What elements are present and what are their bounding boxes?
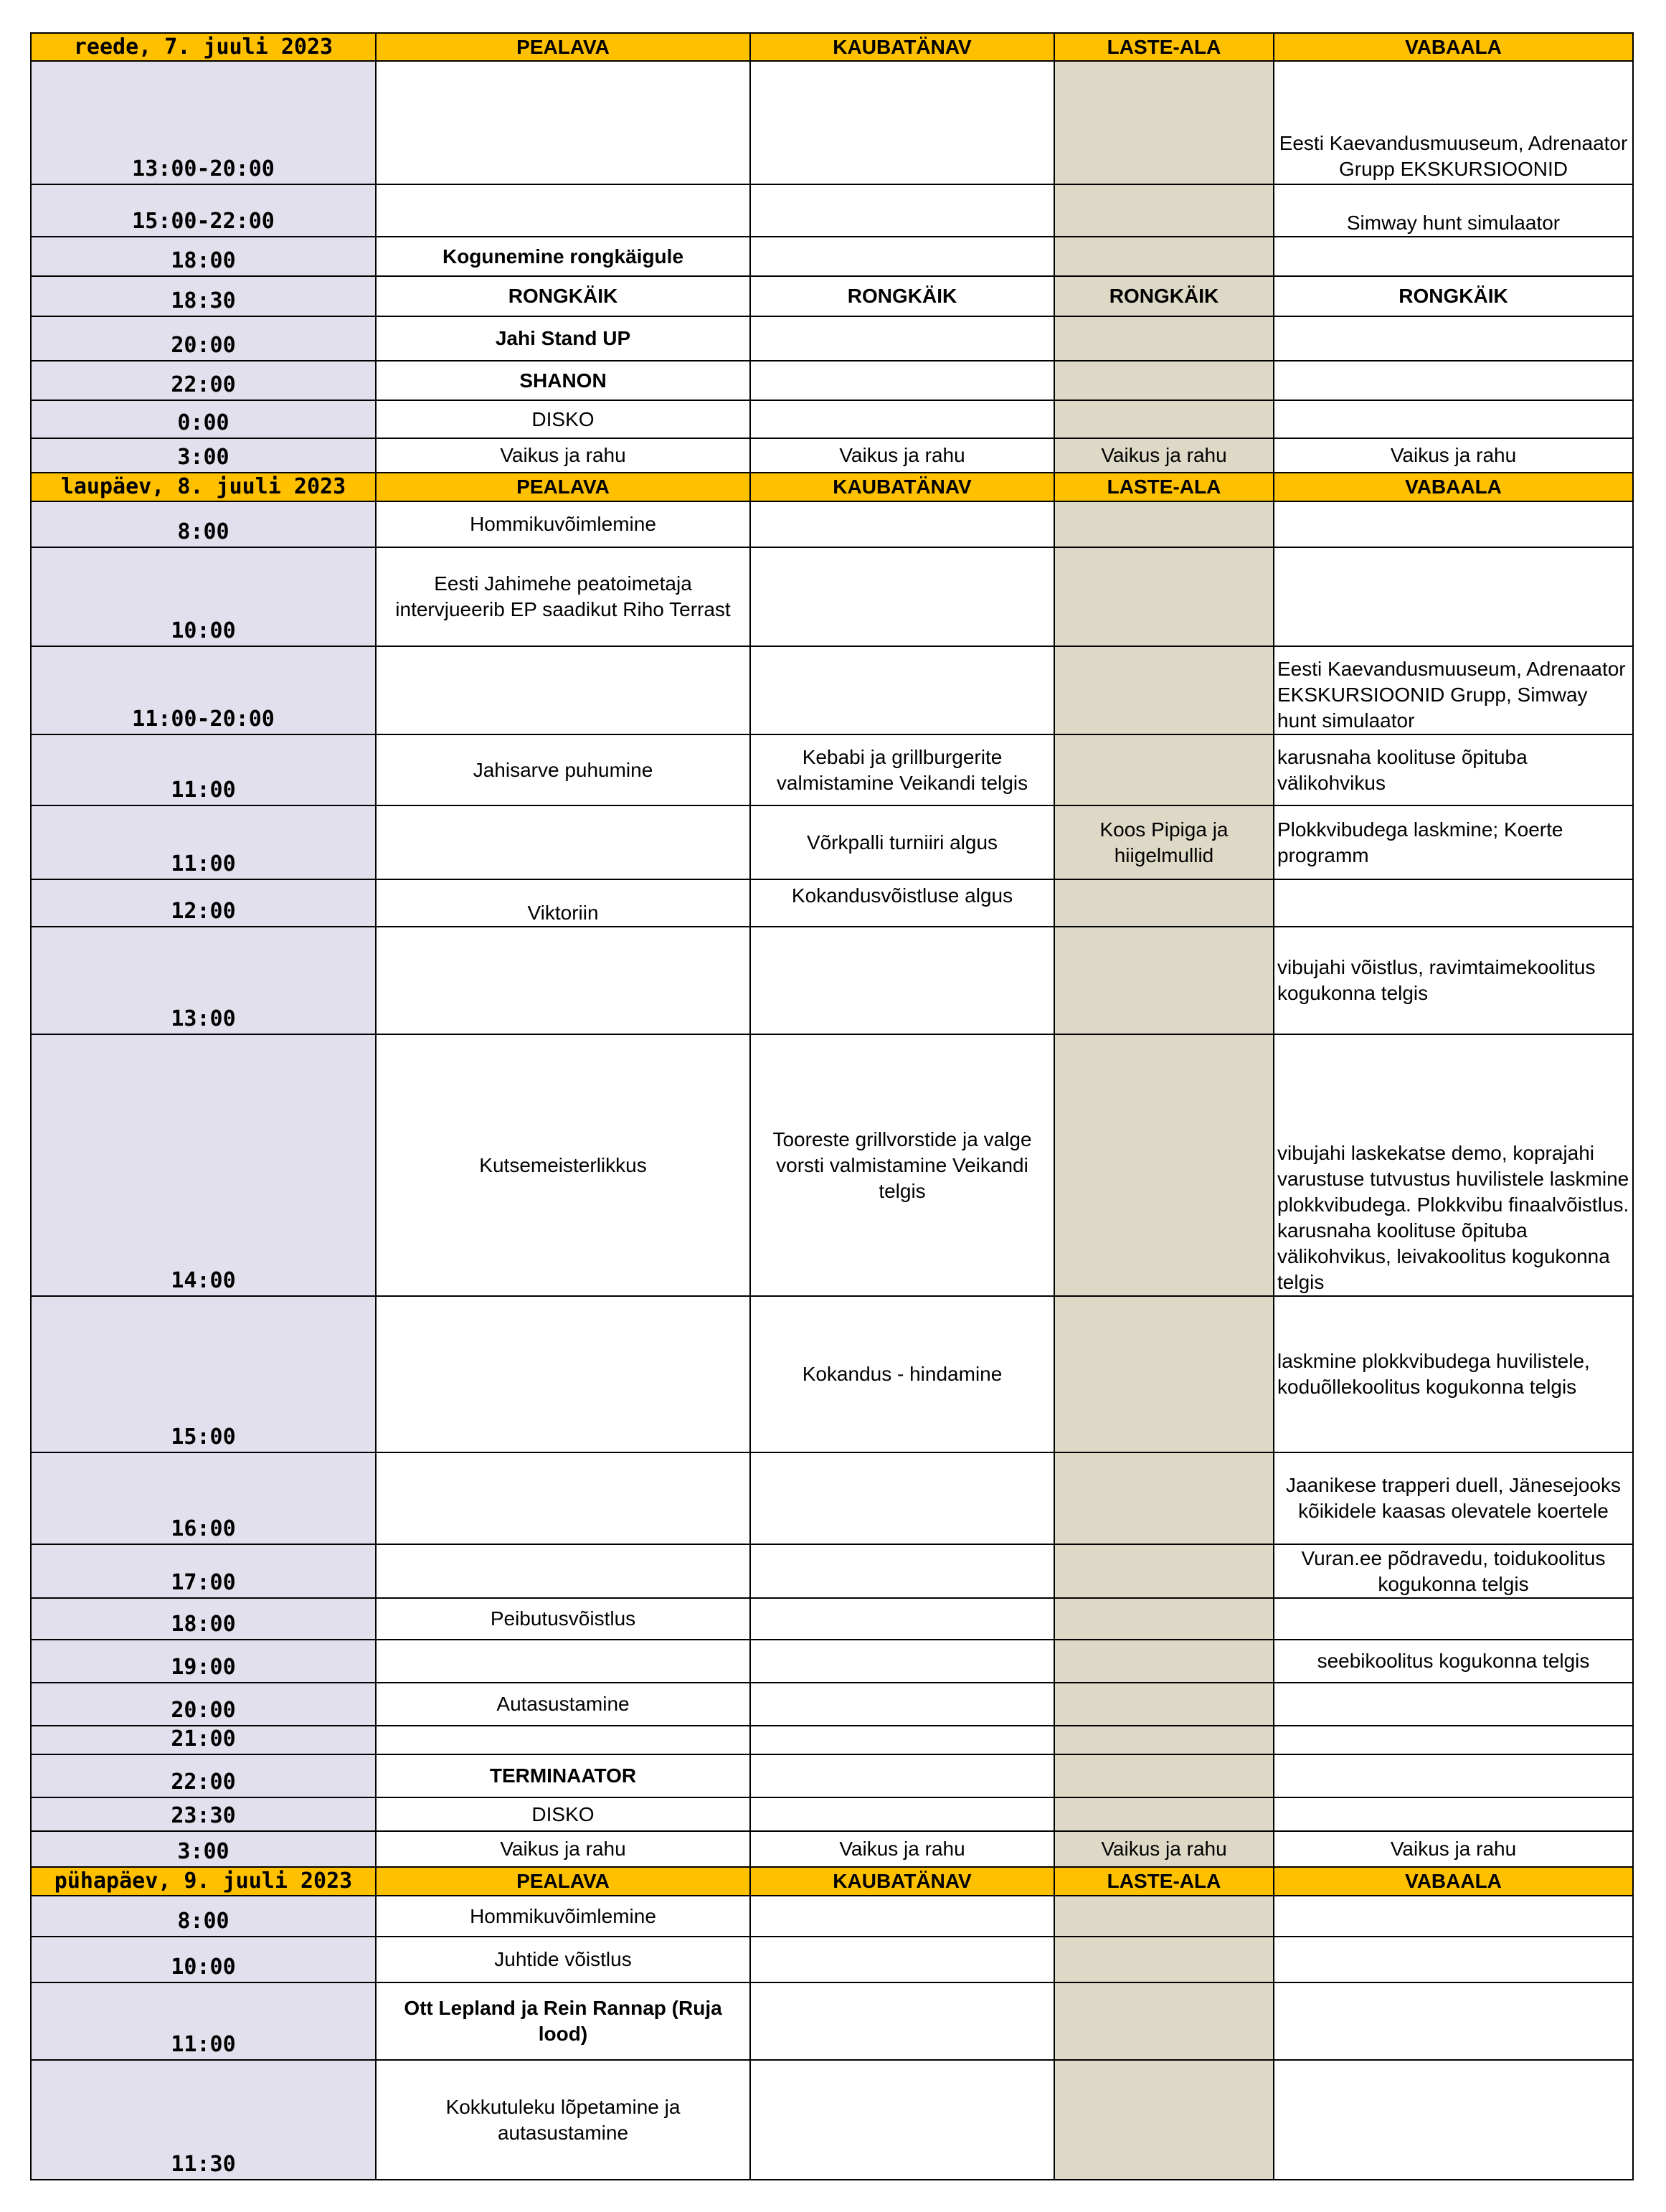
kaubatanav-cell (750, 1982, 1054, 2060)
kaubatanav-cell (750, 1544, 1054, 1598)
laste-ala-cell (1054, 646, 1274, 734)
pealava-cell (376, 927, 750, 1034)
schedule-row (31, 1896, 1633, 1937)
laste-ala-cell (1054, 1754, 1274, 1797)
vabaala-cell: Jaanikese trapperi duell, Jänesejooks kõikidele kaasas olevatele koertele (1274, 1452, 1633, 1544)
kaubatanav-cell (750, 547, 1054, 646)
kaubatanav-cell (750, 1754, 1054, 1797)
laste-ala-cell: Koos Pipiga ja hiigelmullid (1054, 805, 1274, 879)
vabaala-cell: Vaikus ja rahu (1274, 438, 1633, 473)
pealava-cell: Hommikuvõimlemine (376, 1896, 750, 1937)
schedule-row (31, 927, 1633, 1034)
schedule-row (31, 1683, 1633, 1726)
vabaala-cell (1274, 237, 1633, 276)
schedule-row (31, 237, 1633, 276)
time-cell: 3:00 (31, 438, 376, 473)
time-cell: 8:00 (31, 1896, 376, 1937)
vabaala-cell: laskmine plokkvibudega huvilistele, koduõllekoolitus kogukonna telgis (1274, 1296, 1633, 1452)
schedule-row (31, 2060, 1633, 2180)
pealava-cell (376, 184, 750, 237)
time-cell: 11:00 (31, 734, 376, 805)
schedule-row (31, 1726, 1633, 1754)
vabaala-cell: Vuran.ee põdravedu, toidukoolitus kogukonna telgis (1274, 1544, 1633, 1598)
time-cell: 10:00 (31, 1937, 376, 1982)
time-cell: 18:30 (31, 276, 376, 316)
schedule-row (31, 1640, 1633, 1683)
time-cell: 15:00-22:00 (31, 184, 376, 237)
schedule-row (31, 646, 1633, 734)
time-cell: 18:00 (31, 1598, 376, 1640)
vabaala-cell (1274, 1982, 1633, 2060)
kaubatanav-cell: Tooreste grillvorstide ja valge vorsti valmistamine Veikandi telgis (750, 1034, 1054, 1296)
laste-ala-cell (1054, 927, 1274, 1034)
time-cell: 18:00 (31, 237, 376, 276)
laste-ala-cell (1054, 400, 1274, 438)
schedule-row (31, 1937, 1633, 1982)
pealava-cell (376, 646, 750, 734)
schedule-row (31, 1034, 1633, 1296)
time-cell: 15:00 (31, 1296, 376, 1452)
laste-ala-cell: Vaikus ja rahu (1054, 438, 1274, 473)
pealava-cell: Kogunemine rongkäigule (376, 237, 750, 276)
vabaala-cell: RONGKÄIK (1274, 276, 1633, 316)
kaubatanav-cell (750, 400, 1054, 438)
column-header-laste-ala: LASTE-ALA (1054, 33, 1274, 61)
pealava-cell (376, 1296, 750, 1452)
vabaala-cell (1274, 1598, 1633, 1640)
vabaala-cell (1274, 316, 1633, 361)
time-cell: 19:00 (31, 1640, 376, 1683)
laste-ala-cell (1054, 1937, 1274, 1982)
laste-ala-cell (1054, 1544, 1274, 1598)
pealava-cell: Kutsemeisterlikkus (376, 1034, 750, 1296)
pealava-cell (376, 1640, 750, 1683)
laste-ala-cell (1054, 237, 1274, 276)
vabaala-cell: seebikoolitus kogukonna telgis (1274, 1640, 1633, 1683)
pealava-cell: Ott Lepland ja Rein Rannap (Ruja lood) (376, 1982, 750, 2060)
kaubatanav-cell (750, 361, 1054, 400)
column-header-pealava: PEALAVA (376, 473, 750, 501)
time-cell: 14:00 (31, 1034, 376, 1296)
kaubatanav-cell (750, 501, 1054, 547)
pealava-cell: Vaikus ja rahu (376, 1831, 750, 1867)
kaubatanav-cell (750, 927, 1054, 1034)
pealava-cell (376, 61, 750, 184)
day-label: pühapäev, 9. juuli 2023 (31, 1867, 376, 1896)
kaubatanav-cell: Võrkpalli turniiri algus (750, 805, 1054, 879)
time-cell: 17:00 (31, 1544, 376, 1598)
time-cell: 22:00 (31, 1754, 376, 1797)
vabaala-cell: Eesti Kaevandusmuuseum, Adrenaator Grupp EKSKURSIOONID (1274, 61, 1633, 184)
vabaala-cell: vibujahi laskekatse demo, koprajahi varustuse tutvustus huvilistele laskmine plokkvibudega. Plokkvibu finaalvõistlus. karusnaha koolituse õpituba välikohvikus, leivakoolitus kogukonna telgis (1274, 1034, 1633, 1296)
day-label: laupäev, 8. juuli 2023 (31, 473, 376, 501)
time-cell: 10:00 (31, 547, 376, 646)
vabaala-cell (1274, 879, 1633, 927)
pealava-cell: Peibutusvõistlus (376, 1598, 750, 1640)
pealava-cell: Hommikuvõimlemine (376, 501, 750, 547)
time-cell: 11:30 (31, 2060, 376, 2180)
schedule-row (31, 276, 1633, 316)
time-cell: 11:00 (31, 1982, 376, 2060)
time-cell: 11:00-20:00 (31, 646, 376, 734)
schedule-row (31, 547, 1633, 646)
pealava-cell: Autasustamine (376, 1683, 750, 1726)
vabaala-cell (1274, 501, 1633, 547)
vabaala-cell: Vaikus ja rahu (1274, 1831, 1633, 1867)
time-cell: 22:00 (31, 361, 376, 400)
time-cell: 3:00 (31, 1831, 376, 1867)
laste-ala-cell (1054, 184, 1274, 237)
schedule-row (31, 361, 1633, 400)
column-header-vabaala: VABAALA (1274, 473, 1633, 501)
schedule-row (31, 879, 1633, 927)
schedule-row (31, 1598, 1633, 1640)
pealava-cell (376, 1544, 750, 1598)
laste-ala-cell (1054, 1896, 1274, 1937)
schedule-row (31, 734, 1633, 805)
vabaala-cell (1274, 400, 1633, 438)
pealava-cell: DISKO (376, 1797, 750, 1831)
pealava-cell: Jahi Stand UP (376, 316, 750, 361)
schedule-row (31, 1797, 1633, 1831)
vabaala-cell (1274, 1683, 1633, 1726)
kaubatanav-cell (750, 1683, 1054, 1726)
schedule-row (31, 1296, 1633, 1452)
day-header-friday (31, 33, 1633, 61)
kaubatanav-cell (750, 184, 1054, 237)
kaubatanav-cell: Kebabi ja grillburgerite valmistamine Veikandi telgis (750, 734, 1054, 805)
kaubatanav-cell (750, 1452, 1054, 1544)
vabaala-cell: karusnaha koolituse õpituba välikohvikus (1274, 734, 1633, 805)
time-cell: 23:30 (31, 1797, 376, 1831)
kaubatanav-cell (750, 316, 1054, 361)
kaubatanav-cell: Vaikus ja rahu (750, 438, 1054, 473)
time-cell: 13:00 (31, 927, 376, 1034)
laste-ala-cell: Vaikus ja rahu (1054, 1831, 1274, 1867)
pealava-cell: RONGKÄIK (376, 276, 750, 316)
laste-ala-cell (1054, 1683, 1274, 1726)
schedule-row (31, 805, 1633, 879)
kaubatanav-cell (750, 1797, 1054, 1831)
schedule-row (31, 438, 1633, 473)
laste-ala-cell (1054, 734, 1274, 805)
kaubatanav-cell (750, 646, 1054, 734)
kaubatanav-cell (750, 1896, 1054, 1937)
kaubatanav-cell (750, 1598, 1054, 1640)
day-label: reede, 7. juuli 2023 (31, 33, 376, 61)
time-cell: 8:00 (31, 501, 376, 547)
pealava-cell: DISKO (376, 400, 750, 438)
schedule-row (31, 316, 1633, 361)
pealava-cell: Vaikus ja rahu (376, 438, 750, 473)
column-header-kaubatanav: KAUBATÄNAV (750, 473, 1054, 501)
day-header-sunday (31, 1867, 1633, 1896)
laste-ala-cell (1054, 316, 1274, 361)
schedule-row (31, 1544, 1633, 1598)
pealava-cell: SHANON (376, 361, 750, 400)
kaubatanav-cell: Kokandus - hindamine (750, 1296, 1054, 1452)
column-header-pealava: PEALAVA (376, 1867, 750, 1896)
vabaala-cell: Eesti Kaevandusmuuseum, Adrenaator EKSKURSIOONID Grupp, Simway hunt simulaator (1274, 646, 1633, 734)
column-header-vabaala: VABAALA (1274, 33, 1633, 61)
pealava-cell: Eesti Jahimehe peatoimetaja intervjueerib EP saadikut Riho Terrast (376, 547, 750, 646)
day-header-saturday (31, 473, 1633, 501)
vabaala-cell: Simway hunt simulaator (1274, 184, 1633, 237)
time-cell: 21:00 (31, 1726, 376, 1754)
time-cell: 20:00 (31, 316, 376, 361)
kaubatanav-cell (750, 1726, 1054, 1754)
column-header-kaubatanav: KAUBATÄNAV (750, 33, 1054, 61)
column-header-pealava: PEALAVA (376, 33, 750, 61)
kaubatanav-cell: Kokandusvõistluse algus (750, 879, 1054, 927)
laste-ala-cell (1054, 1797, 1274, 1831)
laste-ala-cell (1054, 501, 1274, 547)
schedule-row (31, 61, 1633, 184)
vabaala-cell (1274, 1726, 1633, 1754)
column-header-vabaala: VABAALA (1274, 1867, 1633, 1896)
vabaala-cell (1274, 361, 1633, 400)
vabaala-cell (1274, 547, 1633, 646)
vabaala-cell (1274, 1937, 1633, 1982)
schedule-row (31, 184, 1633, 237)
vabaala-cell (1274, 1797, 1633, 1831)
time-cell: 16:00 (31, 1452, 376, 1544)
kaubatanav-cell (750, 1937, 1054, 1982)
pealava-cell (376, 1452, 750, 1544)
time-cell: 12:00 (31, 879, 376, 927)
schedule-row (31, 1754, 1633, 1797)
schedule-row (31, 400, 1633, 438)
kaubatanav-cell (750, 1640, 1054, 1683)
laste-ala-cell (1054, 1296, 1274, 1452)
laste-ala-cell (1054, 1452, 1274, 1544)
laste-ala-cell: RONGKÄIK (1054, 276, 1274, 316)
laste-ala-cell (1054, 1598, 1274, 1640)
vabaala-cell (1274, 1754, 1633, 1797)
column-header-kaubatanav: KAUBATÄNAV (750, 1867, 1054, 1896)
kaubatanav-cell: Vaikus ja rahu (750, 1831, 1054, 1867)
time-cell: 0:00 (31, 400, 376, 438)
column-header-laste-ala: LASTE-ALA (1054, 473, 1274, 501)
schedule-table (30, 32, 1634, 2180)
schedule-row (31, 1452, 1633, 1544)
pealava-cell (376, 1726, 750, 1754)
laste-ala-cell (1054, 879, 1274, 927)
time-cell: 20:00 (31, 1683, 376, 1726)
kaubatanav-cell (750, 237, 1054, 276)
pealava-cell (376, 805, 750, 879)
time-cell: 13:00-20:00 (31, 61, 376, 184)
pealava-cell: Juhtide võistlus (376, 1937, 750, 1982)
time-cell: 11:00 (31, 805, 376, 879)
vabaala-cell: vibujahi võistlus, ravimtaimekoolitus kogukonna telgis (1274, 927, 1633, 1034)
pealava-cell: Viktoriin (376, 879, 750, 927)
pealava-cell: Kokkutuleku lõpetamine ja autasustamine (376, 2060, 750, 2180)
laste-ala-cell (1054, 1640, 1274, 1683)
pealava-cell: TERMINAATOR (376, 1754, 750, 1797)
laste-ala-cell (1054, 61, 1274, 184)
schedule-row (31, 1831, 1633, 1867)
kaubatanav-cell: RONGKÄIK (750, 276, 1054, 316)
schedule-row (31, 501, 1633, 547)
laste-ala-cell (1054, 2060, 1274, 2180)
laste-ala-cell (1054, 1726, 1274, 1754)
vabaala-cell (1274, 2060, 1633, 2180)
schedule-row (31, 1982, 1633, 2060)
laste-ala-cell (1054, 1982, 1274, 2060)
kaubatanav-cell (750, 61, 1054, 184)
vabaala-cell: Plokkvibudega laskmine; Koerte programm (1274, 805, 1633, 879)
kaubatanav-cell (750, 2060, 1054, 2180)
pealava-cell: Jahisarve puhumine (376, 734, 750, 805)
vabaala-cell (1274, 1896, 1633, 1937)
column-header-laste-ala: LASTE-ALA (1054, 1867, 1274, 1896)
laste-ala-cell (1054, 361, 1274, 400)
laste-ala-cell (1054, 1034, 1274, 1296)
laste-ala-cell (1054, 547, 1274, 646)
